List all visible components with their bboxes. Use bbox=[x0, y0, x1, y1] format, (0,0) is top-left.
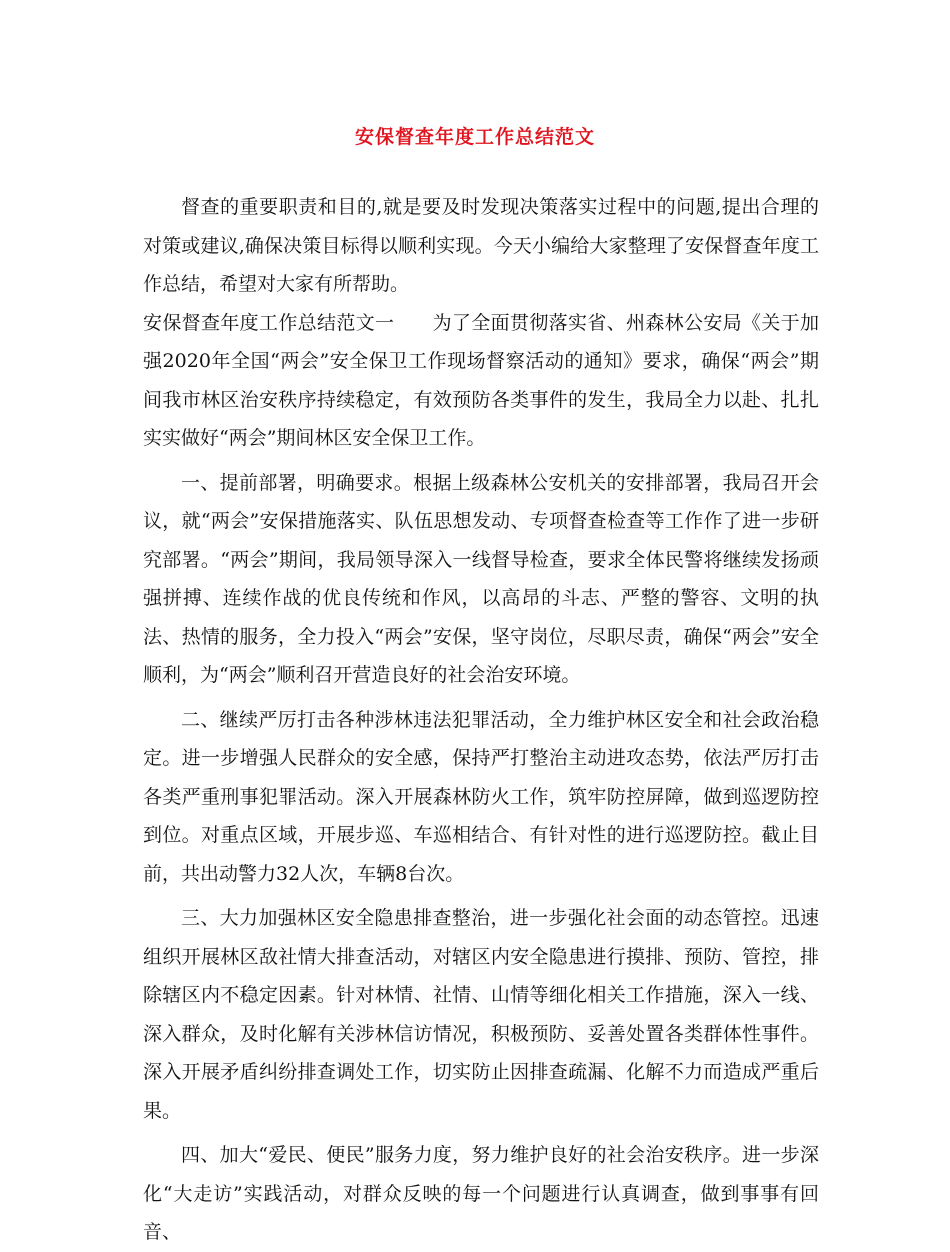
document-body bbox=[143, 188, 819, 1252]
section-one-paragraph bbox=[143, 304, 819, 458]
point-two-paragraph: 二、继续严厉打击各种涉林违法犯罪活动，全力维护林区安全和社会政治稳定。进一步增强人民群众的安全感，保持严打整治主动进攻态势，依法严厉打击各类严重刑事犯罪活动。深入开展森林防火工作，筑牢防控屏障，做到巡逻防控到位。对重点区域，开展步巡、车巡相结合、有针对性的进行巡逻防控。截止目前，共出动警力32人次，车辆8台次。 bbox=[143, 708, 819, 885]
section-heading: 安保督查年度工作总结范文一 bbox=[143, 311, 395, 334]
section-text: 为了全面贯彻落实省、州森林公安局《关于加强2020年全国“两会”安全保卫工作现场督察活动的通知》要求，确保“两会”期间我市林区治安秩序持续稳定，有效预防各类事件的发生，我局全力以赴、扎扎实实做好“两会”期间林区安全保卫工作。 bbox=[143, 311, 819, 449]
point-four-paragraph: 四、加大“爱民、便民”服务力度，努力维护良好的社会治安秩序。进一步深化“大走访”实践活动，对群众反映的每一个问题进行认真调查，做到事事有回音、 bbox=[143, 1144, 819, 1243]
document-title: 安保督查年度工作总结范文 bbox=[354, 126, 595, 148]
intro-paragraph: 督查的重要职责和目的,就是要及时发现决策落实过程中的问题,提出合理的对策或建议,确保决策目标得以顺利实现。今天小编给大家整理了安保督查年度工作总结，希望对大家有所帮助。 bbox=[143, 196, 819, 295]
point-three-paragraph: 三、大力加强林区安全隐患排查整治，进一步强化社会面的动态管控。迅速组织开展林区敌社情大排查活动，对辖区内安全隐患进行摸排、预防、管控，排除辖区内不稳定因素。针对林情、社情、山情等细化相关工作措施，深入一线、深入群众，及时化解有关涉林信访情况，积极预防、妥善处置各类群体性事件。深入开展矛盾纠纷排查调处工作，切实防止因排查疏漏、化解不力而造成严重后果。 bbox=[143, 907, 819, 1122]
point-one-paragraph: 一、提前部署，明确要求。根据上级森林公安机关的安排部署，我局召开会议，就“两会”安保措施落实、队伍思想发动、专项督查检查等工作作了进一步研究部署。“两会”期间，我局领导深入一线督导检查，要求全体民警将继续发扬顽强拼搏、连续作战的优良传统和作风，以高昂的斗志、严整的警容、文明的执法、热情的服务，全力投入“两会”安保，坚守岗位，尽职尽责，确保“两会”安全顺利，为“两会”顺利召开营造良好的社会治安环境。 bbox=[143, 471, 819, 686]
